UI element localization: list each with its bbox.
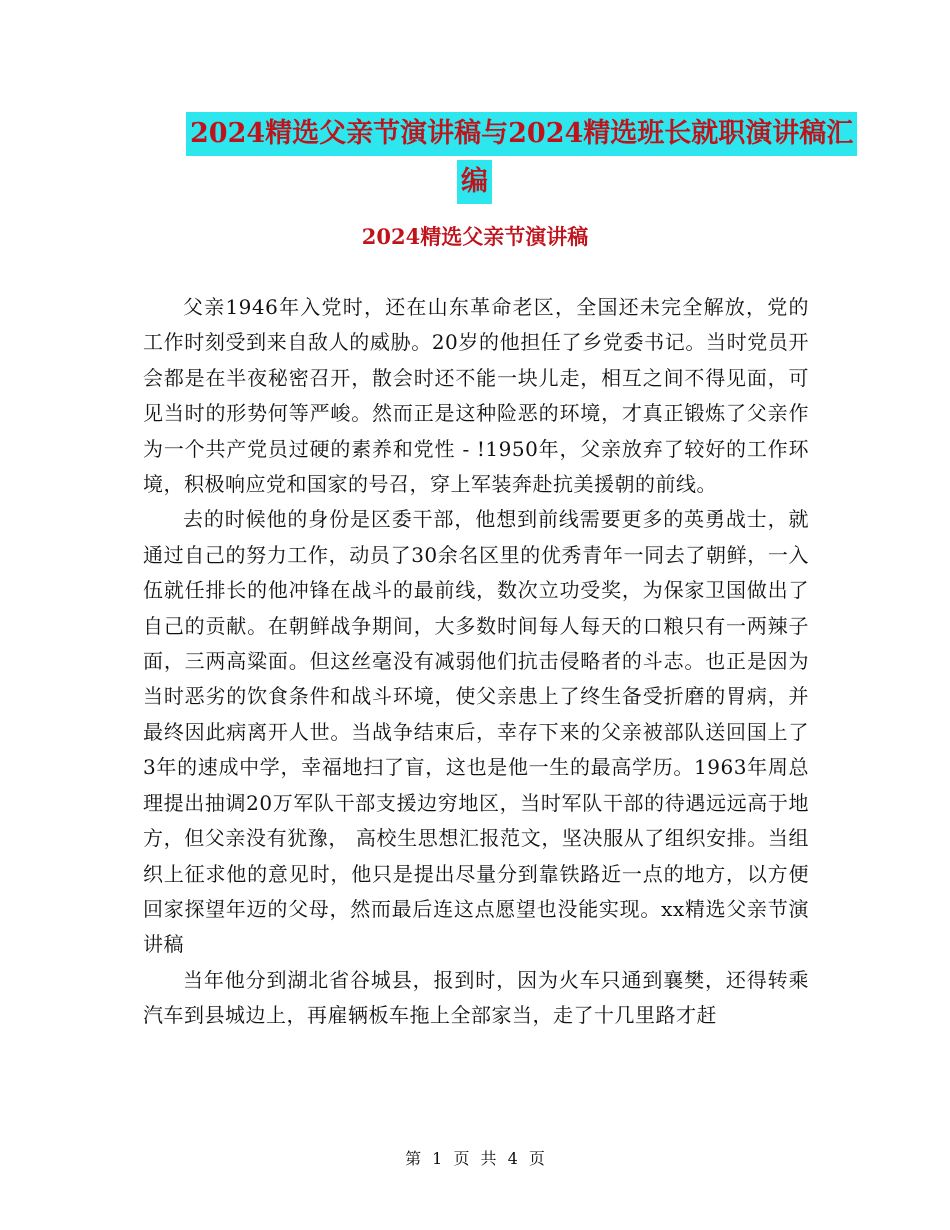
title-line-2: 编 (457, 160, 492, 204)
section-heading: 2024精选父亲节演讲稿 (361, 224, 589, 249)
page-footer: 第 1 页 共 4 页 (405, 1149, 545, 1168)
paragraph-3: 当年他分到湖北省谷城县，报到时，因为火车只通到襄樊，还得转乘汽车到县城边上，再雇辆板车拖上全部家当，走了十几里路才赶 (143, 967, 809, 1028)
title-line-1: 2024精选父亲节演讲稿与2024精选班长就职演讲稿汇 (186, 112, 857, 156)
paragraph-2: 去的时候他的身份是区委干部，他想到前线需要更多的英勇战士，就通过自己的努力工作，动员了30余名区里的优秀青年一同去了朝鲜，一入伍就任排长的他冲锋在战斗的最前线，数次立功受奖，为保家卫国做出了自己的贡献。在朝鲜战争期间，大多数时间每人每天的口粮只有一两辣子面，三两高粱面。但这丝毫没有减弱他们抗击侵略者的斗志。也正是因为当时恶劣的饮食条件和战斗环境，使父亲患上了终生备受折磨的胃病，并最终因此病离开人世。当战争结束后，幸存下来的父亲被部队送回国上了3年的速成中学，幸福地扫了盲，这也是他一生的最高学历。1963年周总理提出抽调20万军队干部支援边穷地区，当时军队干部的待遇远远高于地方，但父亲没有犹豫， 高校生思想汇报范文，坚决服从了组织安排。当组织上征求他的意见时，他只是提出尽量分到靠铁路近一点的地方，以方便回家探望年迈的父母，然而最后连这点愿望也没能实现。xx精选父亲节演讲稿 (143, 507, 809, 957)
body-text (143, 290, 809, 1034)
paragraph-1: 父亲1946年入党时，还在山东革命老区，全国还未完全解放，党的工作时刻受到来自敌人的威胁。20岁的他担任了乡党委书记。当时党员开会都是在半夜秘密召开，散会时还不能一块儿走，相互之间不得见面，可见当时的形势何等严峻。然而正是这种险恶的环境，才真正锻炼了父亲作为一个共产党员过硬的素养和党性 - !1950年，父亲放弃了较好的工作环境，积极响应党和国家的号召，穿上军装奔赴抗美援朝的前线。 (143, 295, 809, 497)
